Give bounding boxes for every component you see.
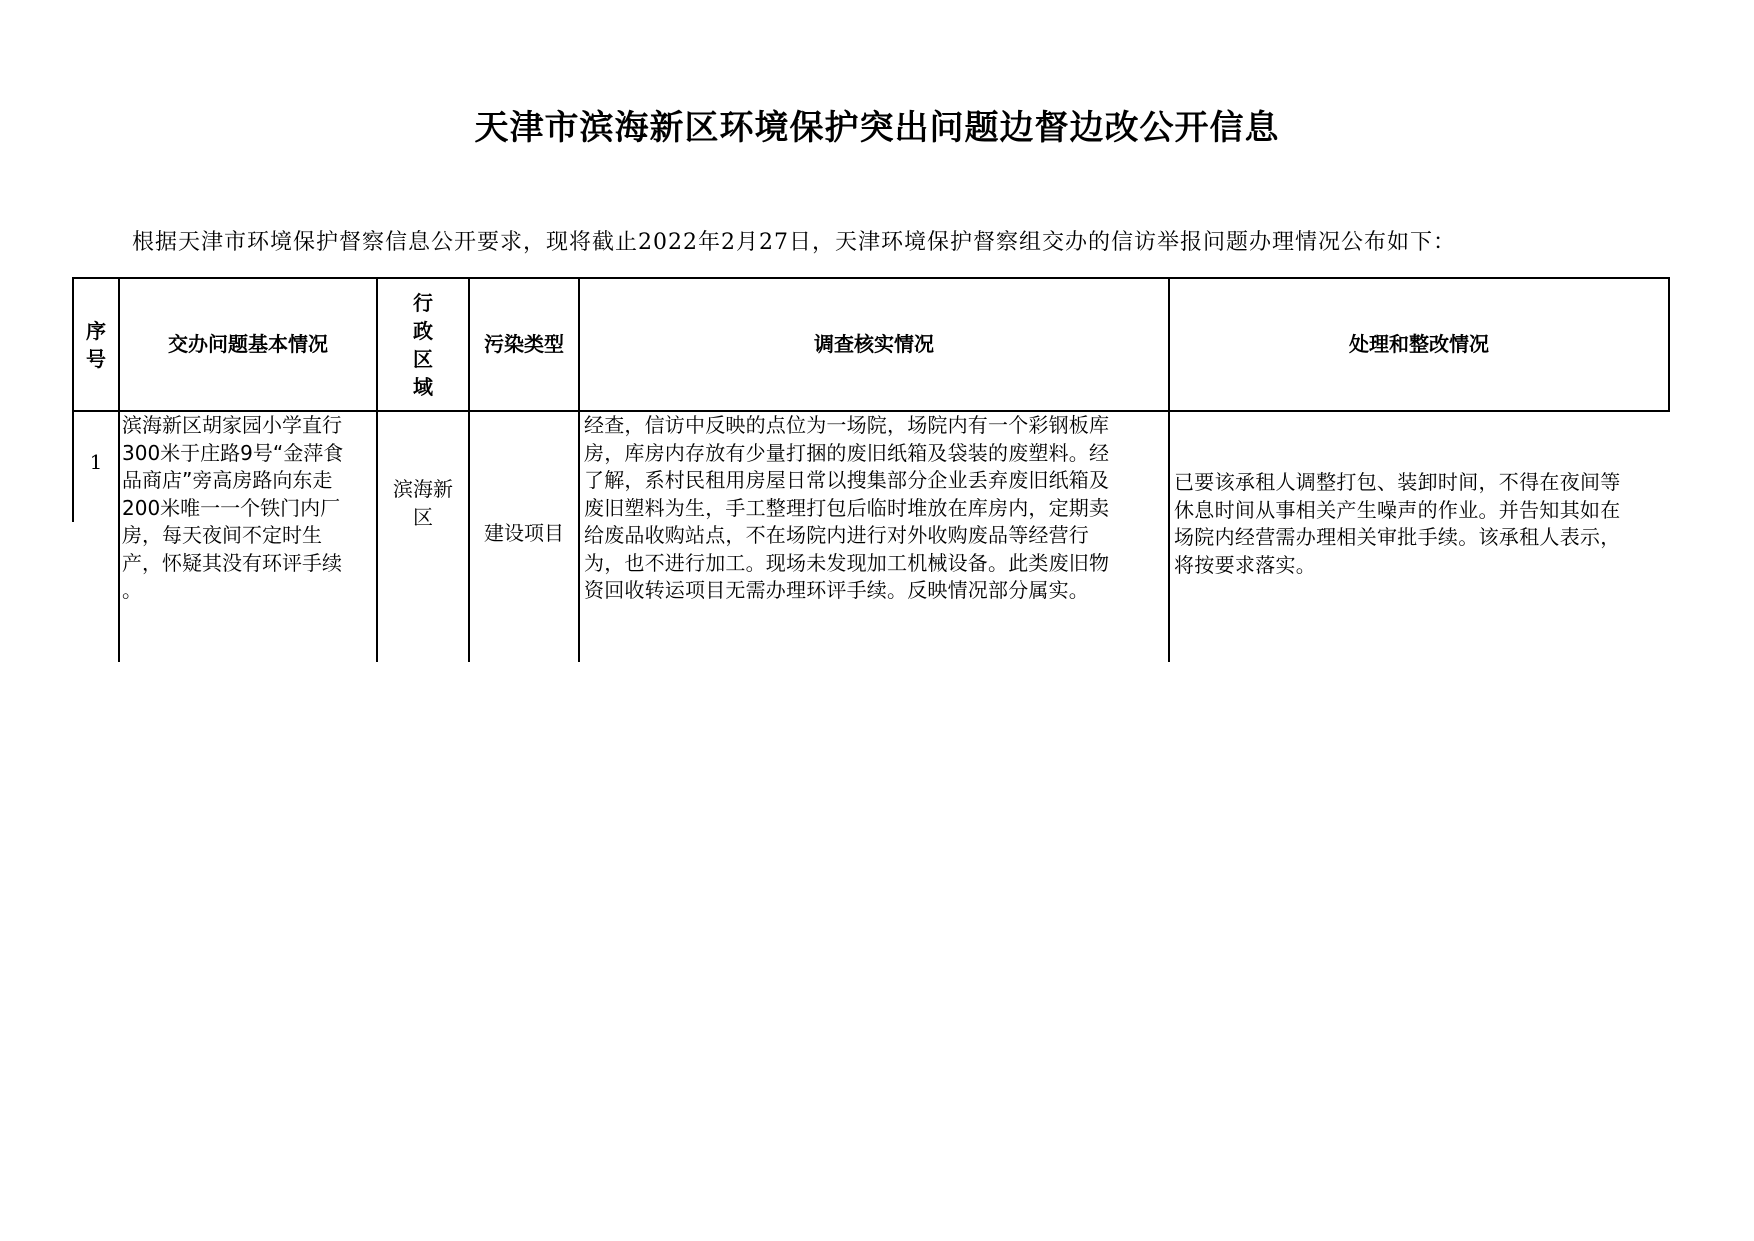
intro-paragraph: 根据天津市环境保护督察信息公开要求，现将截止2022年2月27日，天津环境保护督察组交办的信访举报问题办理情况公布如下： (132, 230, 1456, 255)
row-1-region: 滨海新 区 (393, 477, 453, 529)
page-title: 天津市滨海新区环境保护突出问题边督边改公开信息 (474, 108, 1280, 148)
header-issue: 交办问题基本情况 (168, 332, 328, 356)
header-pollution-type: 污染类型 (484, 332, 564, 356)
disclosure-table (72, 277, 1670, 662)
row-1-pollution-type: 建设项目 (484, 521, 564, 545)
header-handling: 处理和整改情况 (1349, 332, 1489, 356)
table-border-right (1668, 277, 1670, 412)
header-investigation: 调查核实情况 (814, 332, 934, 356)
header-index: 序 号 (86, 318, 106, 371)
row-1-handling: 已要该承租人调整打包、装卸时间，不得在夜间等 休息时间从事相关产生噪声的作业。并告知其如在 场院内经营需办理相关审批手续。该承租人表示， 将按要求落实。 (1174, 470, 1621, 577)
row-1-issue: 滨海新区胡家园小学直行 300米于庄路9号“金萍食 品商店”旁高房路向东走 200米唯一一个铁门内厂 房，每天夜间不定时生 产，怀疑其没有环评手续 。 (122, 413, 344, 602)
header-region: 行 政 区 域 (413, 290, 433, 399)
row-1-investigation: 经查，信访中反映的点位为一场院，场院内有一个彩钢板库 房，库房内存放有少量打捆的废旧纸箱及袋装的废塑料。经 了解，系村民租用房屋日常以搜集部分企业丢弃废旧纸箱及 废旧塑料为生，手工整理打包后临时堆放在库房内，定期卖 给废品收购站点，不在场院内进行对外收购废品等经营行 为，也不进行加工。现场未发现加工机械设备。此类废旧物 资回收转运项目无需办理环评手续。反映情况部分属实。 (584, 413, 1110, 602)
row-1-index: 1 (89, 450, 103, 474)
